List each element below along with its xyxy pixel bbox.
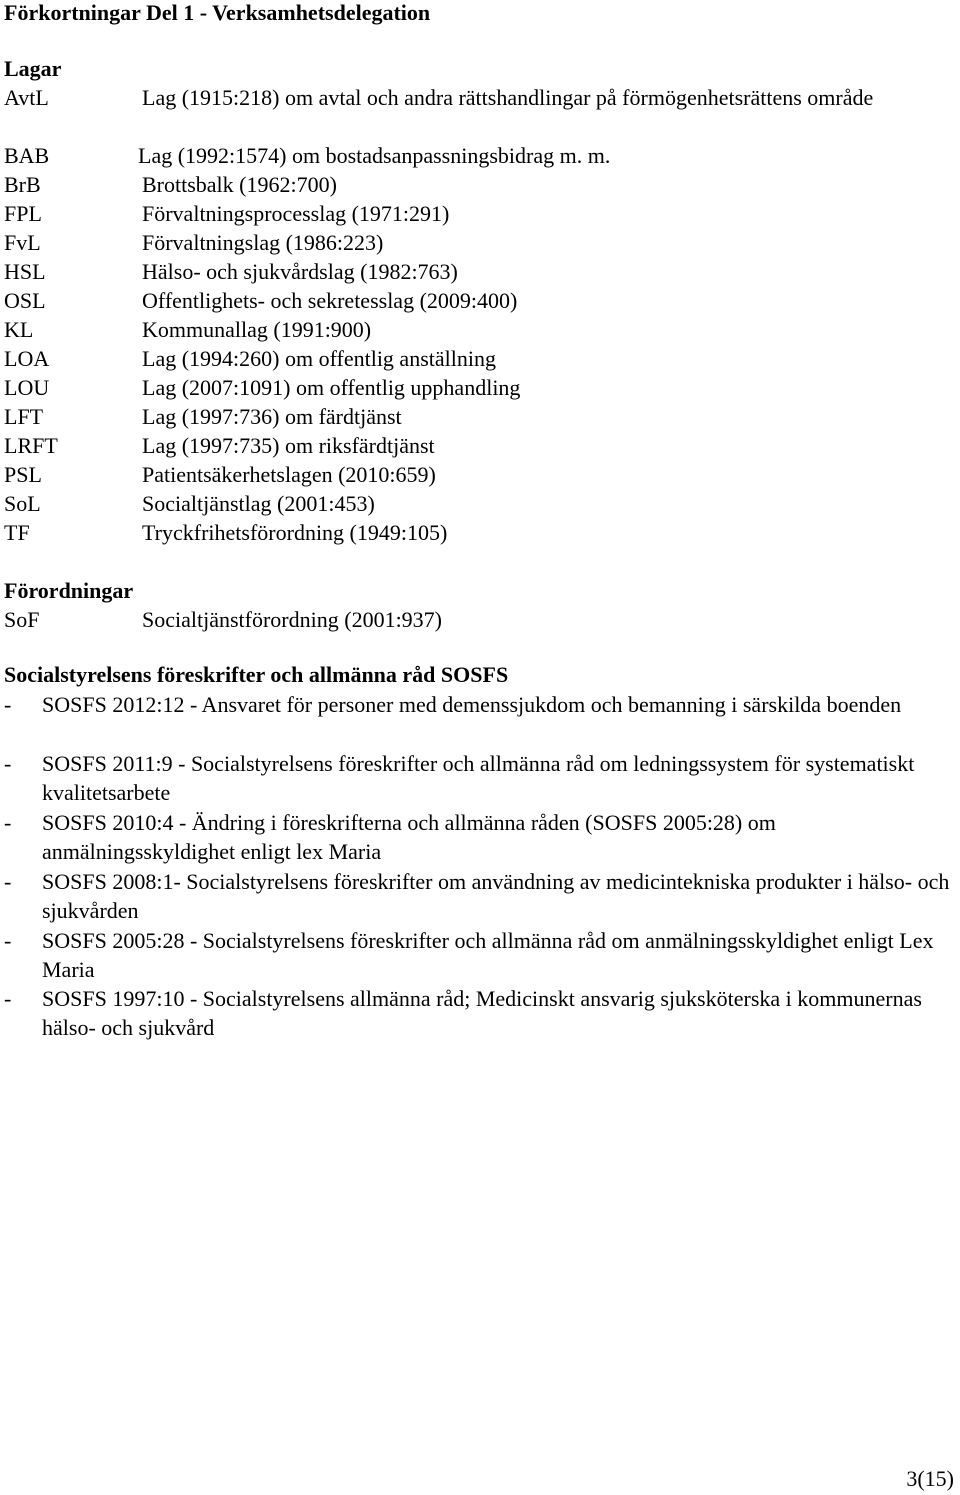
sosfs-entry: SOSFS 2010:4 - Ändring i föreskrifterna och allmänna råden (SOSFS 2005:28) om anmälningsskyldighet enligt lex Maria [42, 810, 776, 864]
law-name: Kommunallag (1991:900) [142, 317, 372, 342]
abbreviation: LRFT [4, 433, 58, 458]
law-name: Lag (1994:260) om offentlig anställning [142, 346, 496, 371]
section-heading-forordningar: Förordningar [4, 578, 134, 603]
abbreviation: BAB [4, 143, 50, 168]
law-name: Lag (1997:735) om riksfärdtjänst [142, 433, 435, 458]
sosfs-entry: SOSFS 1997:10 - Socialstyrelsens allmänna råd; Medicinskt ansvarig sjuksköterska i kommunernas hälso- och sjukvård [42, 986, 922, 1040]
abbreviation: BrB [4, 172, 41, 197]
law-name: Patientsäkerhetslagen (2010:659) [142, 462, 436, 487]
law-name: Hälso- och sjukvårdslag (1982:763) [142, 259, 458, 284]
abbreviation: PSL [4, 462, 42, 487]
abbreviation: TF [4, 520, 30, 545]
bullet-dash: - [4, 869, 12, 894]
law-name: Förvaltningsprocesslag (1971:291) [142, 201, 450, 226]
law-name: Lag (2007:1091) om offentlig upphandling [142, 375, 521, 400]
law-name: Lag (1915:218) om avtal och andra rättshandlingar på förmögenhetsrättens område [142, 85, 874, 110]
document-title: Förkortningar Del 1 - Verksamhetsdelegation [4, 0, 431, 25]
abbreviation: LFT [4, 404, 44, 429]
abbreviation: LOA [4, 346, 50, 371]
sosfs-entry: SOSFS 2012:12 - Ansvaret för personer med demenssjukdom och bemanning i särskilda boenden [42, 692, 902, 717]
page-number: 3(15) [906, 1466, 954, 1491]
bullet-dash: - [4, 751, 12, 776]
law-name: Förvaltningslag (1986:223) [142, 230, 384, 255]
abbreviation: AvtL [4, 85, 49, 110]
law-name: Tryckfrihetsförordning (1949:105) [142, 520, 448, 545]
law-name: Lag (1997:736) om färdtjänst [142, 404, 402, 429]
regulation-name: Socialtjänstförordning (2001:937) [142, 607, 443, 632]
abbreviation: SoF [4, 607, 40, 632]
law-name: Socialtjänstlag (2001:453) [142, 491, 375, 516]
sosfs-entry: SOSFS 2008:1- Socialstyrelsens föreskrifter om användning av medicintekniska produkter i hälso- och sjukvården [42, 869, 950, 923]
abbreviation: HSL [4, 259, 46, 284]
law-name: Offentlighets- och sekretesslag (2009:400) [142, 288, 518, 313]
law-name: Brottsbalk (1962:700) [142, 172, 337, 197]
law-name: Lag (1992:1574) om bostadsanpassningsbidrag m. m. [138, 143, 611, 168]
bullet-dash: - [4, 810, 12, 835]
sosfs-entry: SOSFS 2011:9 - Socialstyrelsens föreskrifter och allmänna råd om ledningssystem för systematiskt kvalitetsarbete [42, 751, 915, 805]
abbreviation: LOU [4, 375, 50, 400]
bullet-dash: - [4, 692, 12, 717]
abbreviation: FvL [4, 230, 41, 255]
bullet-dash: - [4, 986, 12, 1011]
sosfs-entry: SOSFS 2005:28 - Socialstyrelsens föreskrifter och allmänna råd om anmälningsskyldighet enligt Lex Maria [42, 928, 934, 982]
abbreviation: KL [4, 317, 34, 342]
bullet-dash: - [4, 928, 12, 953]
abbreviation: OSL [4, 288, 46, 313]
section-heading-sosfs: Socialstyrelsens föreskrifter och allmänna råd SOSFS [4, 662, 509, 687]
section-heading-lagar: Lagar [4, 56, 62, 81]
abbreviation: SoL [4, 491, 41, 516]
abbreviation: FPL [4, 201, 42, 226]
